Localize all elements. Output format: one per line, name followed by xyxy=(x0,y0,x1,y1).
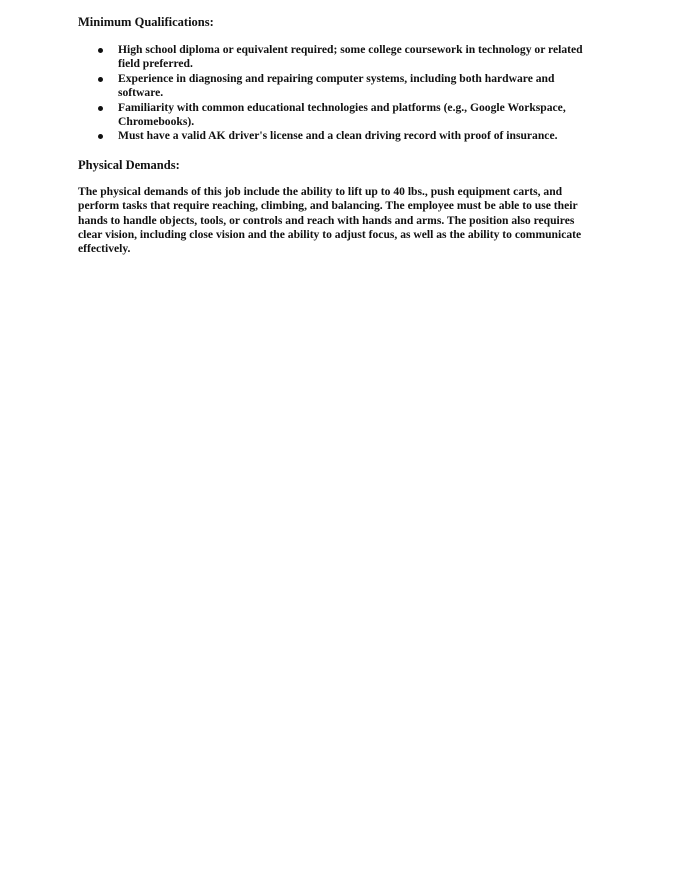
list-item xyxy=(78,43,598,72)
list-item-text: Must have a valid AK driver's license and a clean driving record with proof of insurance. xyxy=(118,129,558,143)
physical-demands-heading: Physical Demands: xyxy=(78,157,180,172)
bullet-icon xyxy=(98,134,103,139)
list-item xyxy=(78,101,598,130)
list-item xyxy=(78,129,598,143)
list-item xyxy=(78,72,598,101)
document-content xyxy=(78,14,598,257)
list-item-text: High school diploma or equivalent required; some college coursework in technology or related field preferred. xyxy=(118,43,583,71)
min-qualifications-list xyxy=(78,43,598,144)
list-item-text: Experience in diagnosing and repairing computer systems, including both hardware and software. xyxy=(118,71,555,100)
min-qualifications-heading: Minimum Qualifications: xyxy=(78,15,214,29)
list-item-text: Familiarity with common educational technologies and platforms (e.g., Google Workspace, Chromebooks). xyxy=(118,100,566,129)
physical-demands-paragraph: The physical demands of this job include the ability to lift up to 40 lbs., push equipment carts, and perform tasks that require reaching, climbing, and balancing. The employee must be able to use their hands to handle objects, tools, or controls and reach with hands and arms. The position also requires clear vision, including close vision and the ability to adjust focus, as well as the ability to communicate effectively. xyxy=(78,184,582,256)
bullet-icon xyxy=(98,106,103,111)
bullet-icon xyxy=(98,48,103,53)
bullet-icon xyxy=(98,77,103,82)
